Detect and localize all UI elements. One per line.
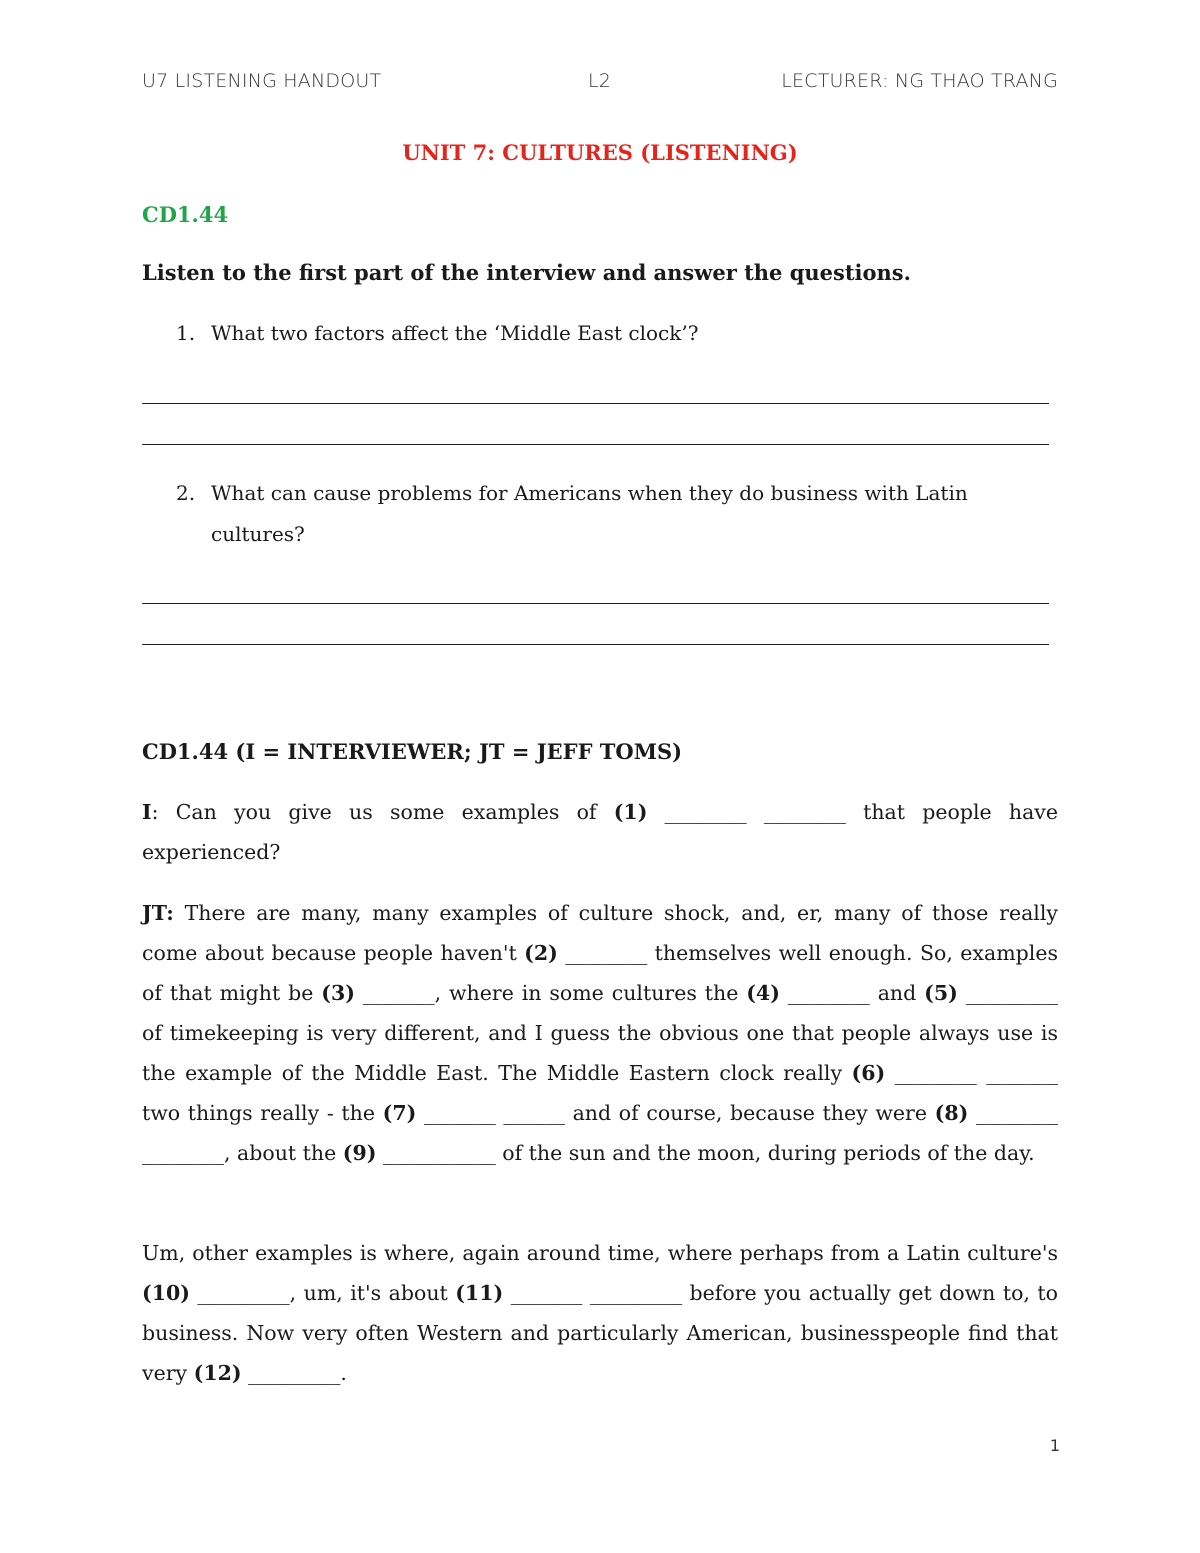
question-text: What can cause problems for Americans when they do business with Latin cultures? xyxy=(211,481,968,546)
gap-number: (2) xyxy=(524,941,558,965)
transcript-text: ________ themselves well enough. So, examples of that might be xyxy=(142,941,1058,1005)
transcript-text: ________ ________, about the xyxy=(142,1101,1058,1165)
header-center: L2 xyxy=(588,70,612,92)
transcript-text: _______, where in some cultures the xyxy=(354,981,747,1005)
question-text: What two factors affect the ‘Middle East clock’? xyxy=(211,321,699,345)
transcript-paragraph-3 xyxy=(142,1233,1058,1393)
question-number: 2. xyxy=(176,481,196,505)
answer-line[interactable] xyxy=(142,644,1049,645)
answer-line[interactable] xyxy=(142,444,1049,445)
transcript-text: ___________ of the sun and the moon, during periods of the day. xyxy=(376,1141,1035,1165)
transcript-text: : Can you give us some examples of xyxy=(151,800,614,824)
instruction: Listen to the first part of the interview and answer the questions. xyxy=(142,260,911,285)
question-number: 1. xyxy=(176,321,196,345)
answer-line[interactable] xyxy=(142,403,1049,404)
gap-number: (6) xyxy=(851,1061,886,1085)
gap-number: (1) xyxy=(613,800,648,824)
page-number: 1 xyxy=(1049,1436,1060,1455)
transcript-paragraph-1 xyxy=(142,792,1058,872)
header-right: LECTURER: NG THAO TRANG xyxy=(781,70,1058,92)
transcript-text: ________ _______ two things really - the xyxy=(142,1061,1058,1125)
transcript-paragraph-2 xyxy=(142,893,1058,1173)
transcript-text: There are many, many examples of culture shock, and, er, many of those really come about because people haven't xyxy=(142,901,1058,965)
transcript-text: ________ ________ that people have experienced? xyxy=(142,800,1058,864)
transcript-text: Um, other examples is where, again around time, where perhaps from a Latin culture's xyxy=(142,1241,1058,1265)
transcript-text: _______ ______ and of course, because they were xyxy=(416,1101,935,1125)
transcript-heading: CD1.44 (I = INTERVIEWER; JT = JEFF TOMS) xyxy=(142,739,683,764)
transcript-text: _______ _________ before you actually get down to, to business. Now very often Western and particularly American, businesspeople find that very xyxy=(142,1281,1058,1385)
gap-number: (7) xyxy=(382,1101,417,1125)
gap-number: (10) xyxy=(142,1281,190,1305)
transcript-text: ________ and xyxy=(779,981,925,1005)
section-code: CD1.44 xyxy=(142,202,229,227)
header-left: U7 LISTENING HANDOUT xyxy=(142,70,382,92)
gap-number: (8) xyxy=(934,1101,969,1125)
speaker-label: JT: xyxy=(142,901,174,925)
gap-number: (9) xyxy=(342,1141,377,1165)
gap-number: (5) xyxy=(924,981,958,1005)
transcript-text: _________. xyxy=(241,1361,347,1385)
gap-number: (4) xyxy=(746,981,780,1005)
gap-number: (3) xyxy=(321,981,355,1005)
page-title: UNIT 7: CULTURES (LISTENING) xyxy=(402,140,798,165)
gap-number: (12) xyxy=(193,1361,242,1385)
transcript-text: _________, um, it's about xyxy=(189,1281,456,1305)
speaker-label: I xyxy=(142,800,152,824)
gap-number: (11) xyxy=(455,1281,504,1305)
transcript-text: _________ of timekeeping is very different, and I guess the obvious one that people always use is the example of the Middle East. The Middle Eastern clock really xyxy=(142,981,1058,1085)
answer-line[interactable] xyxy=(142,603,1049,604)
